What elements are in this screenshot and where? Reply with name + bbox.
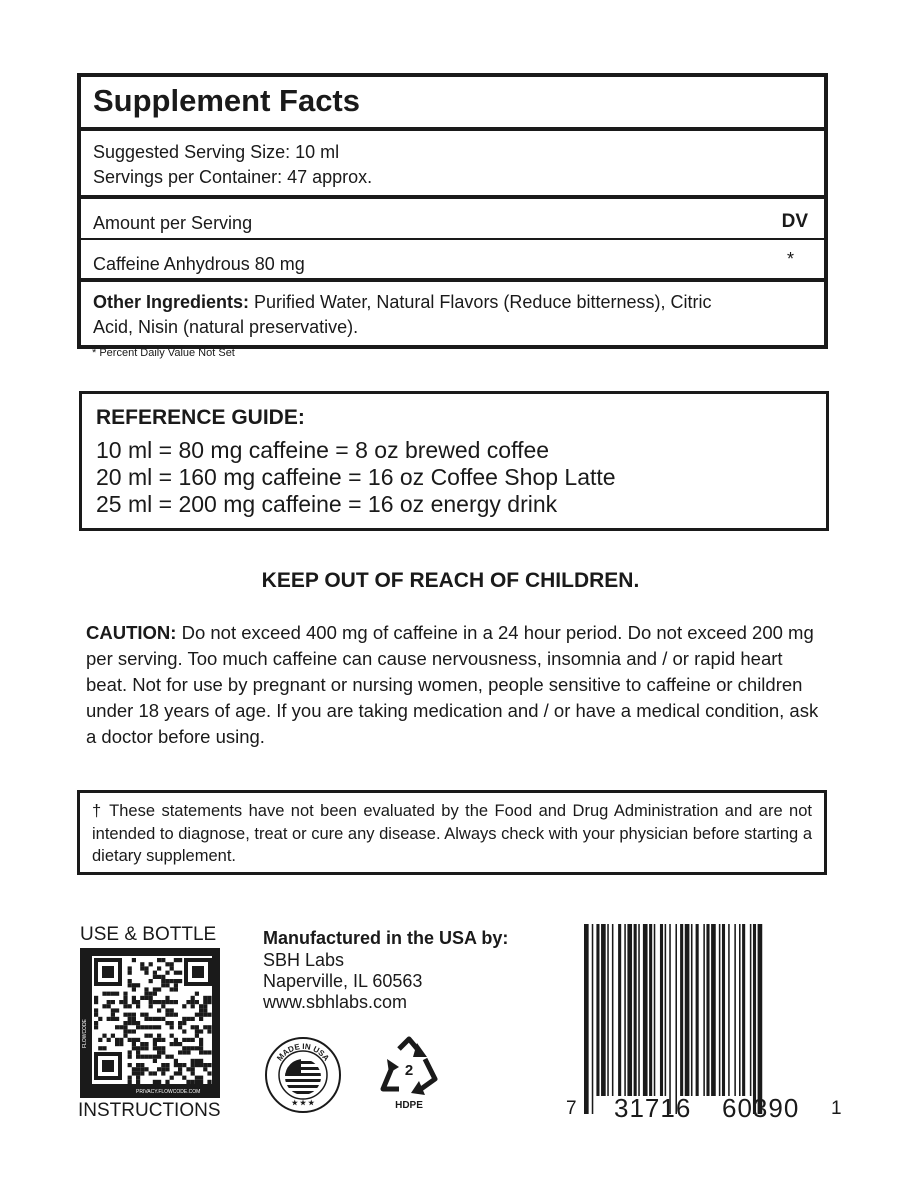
barcode-bar <box>627 924 632 1096</box>
caution-text: Do not exceed 400 mg of caffeine in a 24 hour period. Do not exceed 200 mg per serving. Too much caffeine can cause nervousness, insomnia and / or rapid heart beat. Not for use by pregnant or nursing women, people sensitive to caffeine or children under 18 years of age. If you are taking medication and / or have a medical condition, ask a doctor before using. <box>86 622 819 747</box>
caution-label: CAUTION: <box>86 622 177 643</box>
dv-header: DV <box>781 211 808 232</box>
barcode-bar <box>596 924 599 1096</box>
divider <box>81 195 824 199</box>
recycle-symbol <box>377 1035 441 1113</box>
qr-top-label: USE & BOTTLE <box>80 924 217 945</box>
servings-per-container: Servings per Container: 47 approx. <box>93 167 373 187</box>
reference-line: 10 ml = 80 mg caffeine = 8 oz brewed coffee <box>96 437 550 463</box>
barcode-bar <box>685 924 690 1096</box>
barcode-bar <box>624 924 626 1096</box>
barcode-bar <box>638 924 640 1096</box>
manufacturer-website[interactable]: www.sbhlabs.com <box>263 992 408 1012</box>
barcode-bar <box>728 924 730 1096</box>
recycle-label: HDPE <box>395 1100 423 1111</box>
barcode-bar <box>742 924 745 1096</box>
barcode-bar <box>618 924 621 1096</box>
other-ingredients-line1: Purified Water, Natural Flavors (Reduce bitterness), Citric <box>249 292 712 312</box>
keep-out-warning: KEEP OUT OF REACH OF CHILDREN. <box>261 569 640 592</box>
recycle-number: 2 <box>404 1062 414 1079</box>
reference-line: 20 ml = 160 mg caffeine = 16 oz Coffee Shop Latte <box>96 464 616 490</box>
barcode-bar <box>739 924 741 1096</box>
reference-line: 25 ml = 200 mg caffeine = 16 oz energy drink <box>96 491 558 517</box>
reference-heading: REFERENCE GUIDE: <box>96 406 305 429</box>
qr-code[interactable] <box>80 948 220 1098</box>
barcode-bar <box>675 924 677 1114</box>
barcode-bar <box>660 924 663 1096</box>
qr-bottom-label: PRIVACY.FLOWCODE.COM <box>136 1089 201 1095</box>
barcode-right-group: 60390 <box>722 1093 800 1123</box>
made-in-usa-text: MADE IN USA <box>275 1041 331 1063</box>
made-in-usa-badge <box>263 1035 343 1115</box>
barcode-bars <box>580 922 820 1116</box>
divider <box>81 278 824 282</box>
divider <box>81 238 824 240</box>
barcode-bar <box>696 924 699 1096</box>
manufacturer-city: Naperville, IL 60563 <box>263 971 423 991</box>
barcode-bar <box>722 924 725 1096</box>
caution-paragraph <box>86 620 826 750</box>
qr-bottom-caption: INSTRUCTIONS <box>78 1100 221 1121</box>
other-ingredients-line2: Acid, Nisin (natural preservative). <box>93 317 359 337</box>
barcode-bar <box>649 924 652 1096</box>
barcode-bar <box>758 924 763 1114</box>
barcode-bar <box>612 924 614 1096</box>
ingredient-dv: * <box>786 249 794 269</box>
barcode-bar <box>592 924 594 1114</box>
supplement-facts-panel <box>77 73 828 349</box>
qr-side-label: FLOWCODE <box>82 1019 88 1048</box>
barcode-bar <box>680 924 683 1096</box>
barcode-bar <box>753 924 756 1114</box>
upc-barcode <box>580 922 820 1116</box>
dv-footnote: * Percent Daily Value Not Set <box>92 347 235 359</box>
facts-title: Supplement Facts <box>93 83 360 118</box>
serving-size: Suggested Serving Size: 10 ml <box>93 142 340 162</box>
recycle-icon <box>377 1035 441 1113</box>
ingredient-caffeine: Caffeine Anhydrous 80 mg <box>93 254 305 274</box>
barcode-bar <box>665 924 667 1096</box>
manufacturer-heading: Manufactured in the USA by: <box>263 928 509 948</box>
barcode-bar <box>734 924 736 1096</box>
qr-code-graphic <box>80 948 220 1098</box>
barcode-first-digit: 7 <box>566 1098 577 1119</box>
svg-text:★ ★ ★: ★ ★ ★ <box>291 1100 315 1107</box>
barcode-bar <box>719 924 721 1096</box>
barcode-bar <box>750 924 752 1096</box>
usa-flag-icon <box>263 1035 343 1115</box>
barcode-bar <box>654 924 656 1096</box>
barcode-bar <box>703 924 705 1096</box>
barcode-left-group: 31716 <box>614 1093 692 1123</box>
barcode-bar <box>643 924 648 1096</box>
fda-disclaimer: † These statements have not been evaluated by the Food and Drug Administration and are not intended to diagnose, treat or cure any disease. Always check with your physician before starting a dietary supplement. <box>92 802 812 865</box>
barcode-bar <box>634 924 637 1096</box>
manufacturer-name: SBH Labs <box>263 950 345 970</box>
barcode-bar <box>691 924 693 1096</box>
fda-disclaimer-box <box>77 790 827 875</box>
barcode-bar <box>706 924 709 1096</box>
barcode-last-digit: 1 <box>831 1098 842 1119</box>
amount-per-serving: Amount per Serving <box>93 213 253 233</box>
barcode-bar <box>601 924 606 1096</box>
barcode-bar <box>711 924 716 1096</box>
divider <box>81 127 824 131</box>
barcode-bar <box>584 924 589 1114</box>
barcode-bar <box>607 924 609 1096</box>
reference-guide-box <box>79 391 829 531</box>
other-ingredients-label: Other Ingredients: <box>93 292 250 312</box>
other-ingredients <box>93 290 712 314</box>
barcode-bar <box>669 924 671 1114</box>
